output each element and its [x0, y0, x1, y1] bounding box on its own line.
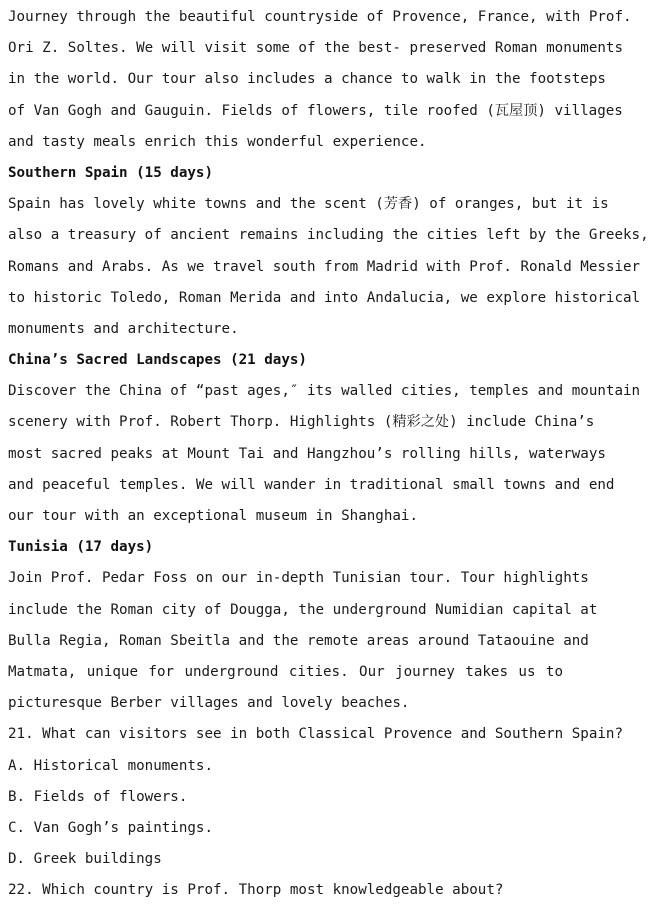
answer-option: C. Van Gogh’s paintings. — [8, 819, 213, 836]
paragraph-line: and peaceful temples. We will wander in traditional small towns and end — [8, 476, 615, 493]
paragraph-line: and tasty meals enrich this wonderful experience. — [8, 133, 427, 150]
document-page — [8, 2, 649, 906]
section-provence — [8, 2, 632, 158]
paragraph-line: monuments and architecture. — [8, 320, 239, 337]
paragraph-line: in the world. Our tour also includes a chance to walk in the footsteps — [8, 71, 606, 88]
paragraph-line: Spain has lovely white towns and the scent (芳香) of oranges, but it is — [8, 196, 609, 213]
paragraph-line: Bulla Regia, Roman Sbeitla and the remote areas around Tataouine and — [8, 632, 589, 649]
paragraph-line: Ori Z. Soltes. We will visit some of the best- preserved Roman monuments — [8, 40, 623, 57]
paragraph-line: also a treasury of ancient remains including the cities left by the Greeks, — [8, 227, 649, 244]
paragraph-line: Join Prof. Pedar Foss on our in-depth Tunisian tour. Tour highlights — [8, 570, 589, 587]
paragraph-line: include the Roman city of Dougga, the underground Numidian capital at — [8, 601, 598, 618]
paragraph-line: our tour with an exceptional museum in Shanghai. — [8, 508, 418, 524]
paragraph-line: Matmata, unique for underground cities. Our journey takes us to — [8, 663, 563, 680]
section-southern-spain — [8, 158, 649, 345]
section-heading: China’s Sacred Landscapes (21 days) — [8, 352, 307, 369]
section-china — [8, 345, 641, 532]
section-heading: Southern Spain (15 days) — [8, 164, 213, 181]
paragraph-line: scenery with Prof. Robert Thorp. Highlights (精彩之处) include China’s — [8, 414, 595, 431]
section-heading: Tunisia (17 days) — [8, 539, 154, 556]
paragraph-line: of Van Gogh and Gauguin. Fields of flowers, tile roofed (瓦屋顶) villages — [8, 102, 623, 119]
paragraph-line: most sacred peaks at Mount Tai and Hangzhou’s rolling hills, waterways — [8, 445, 606, 462]
answer-option: B. Fields of flowers. — [8, 788, 188, 805]
question-22 — [8, 875, 563, 906]
answer-option: D. Greek buildings — [8, 851, 162, 868]
paragraph-line: to historic Toledo, Roman Merida and into Andalucia, we explore historical — [8, 289, 641, 306]
question-stem: 21. What can visitors see in both Classical Provence and Southern Spain? — [8, 726, 623, 743]
paragraph-line: Discover the China of “past ages,″ its walled cities, temples and mountain — [8, 383, 641, 400]
paragraph-line: Journey through the beautiful countryside of Provence, France, with Prof. — [8, 9, 632, 25]
paragraph-line: Romans and Arabs. As we travel south from Madrid with Prof. Ronald Messier — [8, 258, 641, 275]
question-stem: 22. Which country is Prof. Thorp most knowledgeable about? — [8, 882, 504, 899]
paragraph-line: picturesque Berber villages and lovely beaches. — [8, 695, 410, 712]
answer-option: A. Historical monuments. — [8, 757, 213, 774]
question-21 — [8, 719, 623, 875]
section-tunisia — [8, 532, 598, 719]
